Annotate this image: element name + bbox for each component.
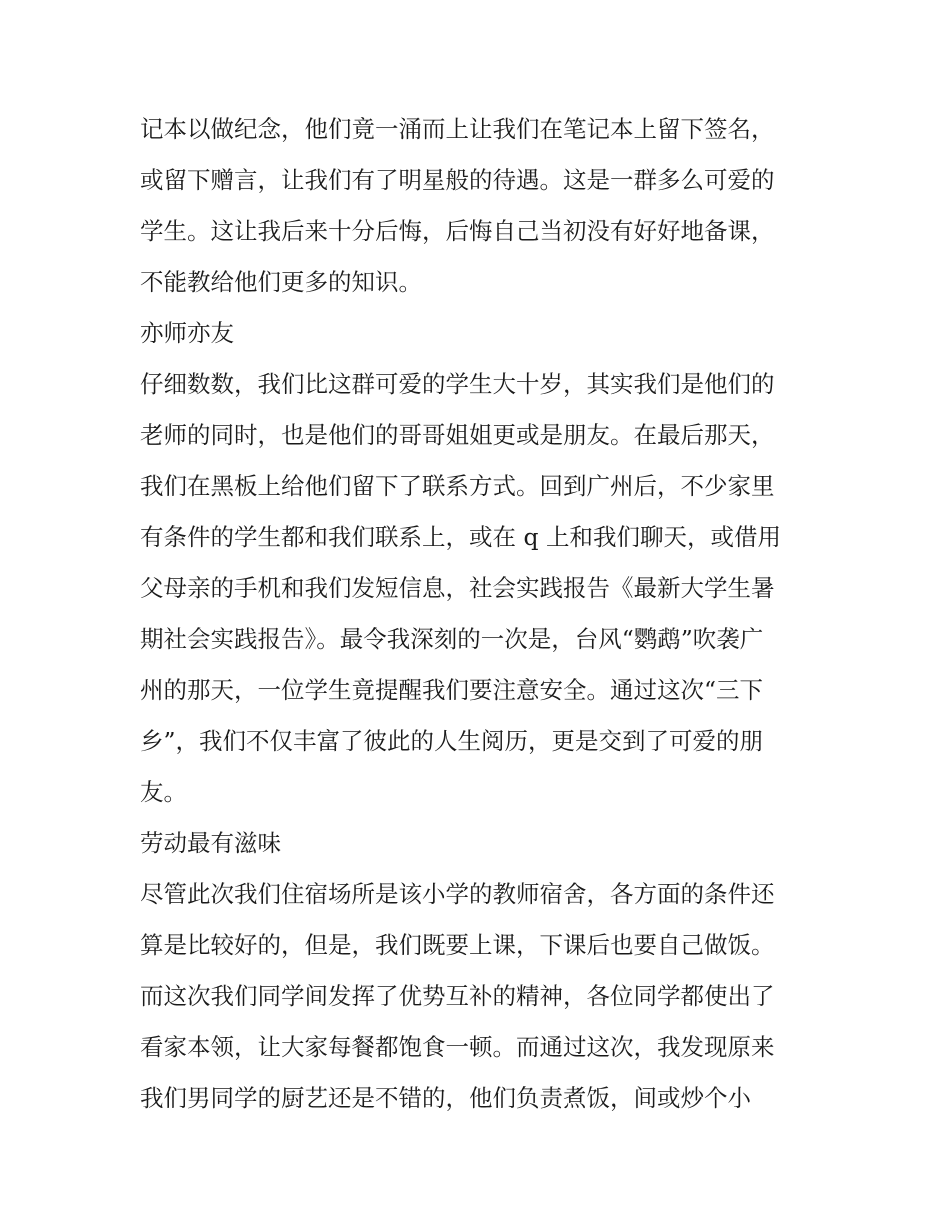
text-line: 我们男同学的厨艺还是不错的，他们负责煮饭，间或炒个小 [140,1084,751,1112]
section-heading: 劳动最有滋味 [140,829,281,857]
text-line: 仔细数数，我们比这群可爱的学生大十岁，其实我们是他们的 [140,370,775,398]
text-line: 友。 [140,778,187,806]
text-line: 乡”，我们不仅丰富了彼此的人生阅历，更是交到了可爱的朋 [140,727,764,755]
document-body [140,104,820,1124]
text-line: 看家本领，让大家每餐都饱食一顿。而通过这次，我发现原来 [140,1033,775,1061]
text-line: 算是比较好的，但是，我们既要上课，下课后也要自己做饭。 [140,931,775,959]
text-line: 记本以做纪念，他们竟一涌而上让我们在笔记本上留下签名， [140,115,775,143]
text-line: 而这次我们同学间发挥了优势互补的精神，各位同学都使出了 [140,982,775,1010]
text-line: 学生。这让我后来十分后悔，后悔自己当初没有好好地备课， [140,217,775,245]
text-line: 父母亲的手机和我们发短信息，社会实践报告《最新大学生暑 [140,574,775,602]
text-line: 尽管此次我们住宿场所是该小学的教师宿舍，各方面的条件还 [140,880,775,908]
text-line: 期社会实践报告》。最令我深刻的一次是，台风“鹦鹉”吹袭广 [140,625,764,653]
text-line: 老师的同时，也是他们的哥哥姐姐更或是朋友。在最后那天， [140,421,775,449]
text-line: 我们在黑板上给他们留下了联系方式。回到广州后，不少家里 [140,472,775,500]
section-heading: 亦师亦友 [140,319,234,347]
text-line: 或留下赠言，让我们有了明星般的待遇。这是一群多么可爱的 [140,166,775,194]
text-line: 不能教给他们更多的知识。 [140,268,422,296]
text-line: 有条件的学生都和我们联系上，或在 q 上和我们聊天，或借用 [140,523,781,551]
text-line: 州的那天，一位学生竟提醒我们要注意安全。通过这次“三下 [140,676,764,704]
